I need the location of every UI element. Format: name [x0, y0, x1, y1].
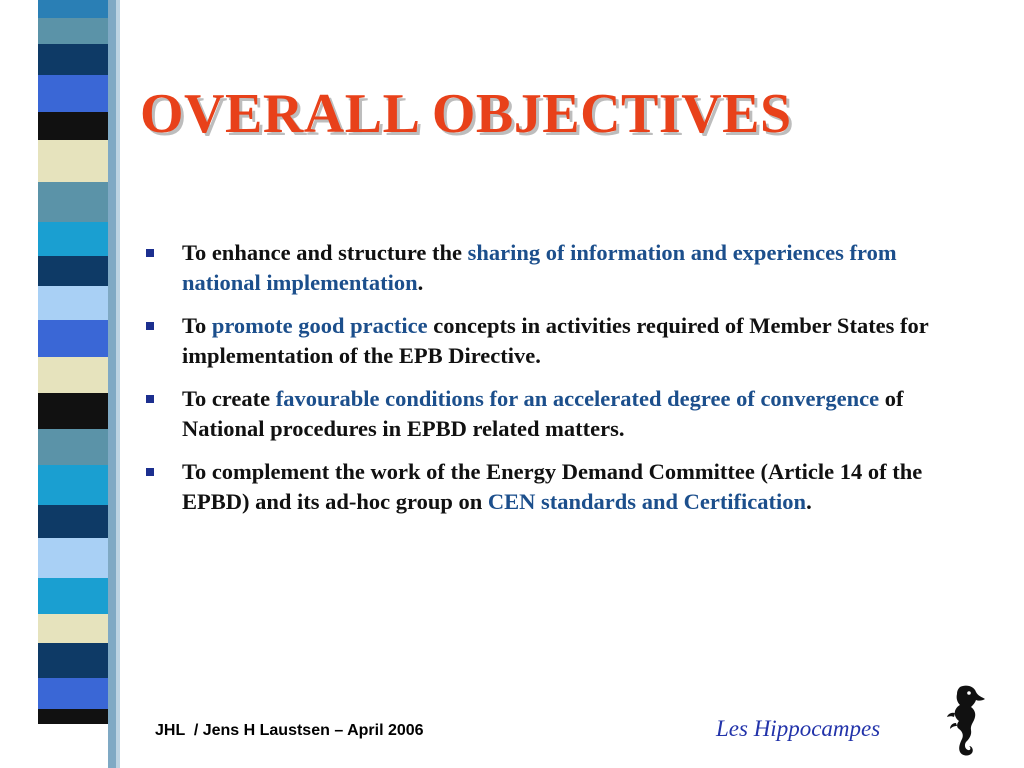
strip-block — [38, 75, 108, 112]
strip-block — [38, 709, 108, 724]
objective-item — [140, 457, 980, 517]
strip-block — [38, 678, 108, 709]
strip-block — [38, 538, 108, 578]
objective-highlight: sharing of information and experiences from national implementation — [182, 240, 897, 295]
decorative-strip-edge — [108, 0, 116, 768]
strip-block — [38, 18, 108, 44]
objective-text: . — [417, 270, 424, 295]
footer-brand: Les Hippocampes — [716, 716, 881, 741]
decorative-strip — [38, 0, 108, 768]
objective-text: . — [806, 489, 812, 514]
objective-highlight: promote good practice — [211, 313, 428, 338]
objective-text: of National procedures in EPBD related matters. — [182, 386, 904, 441]
bullet-square-icon — [146, 322, 154, 330]
strip-block — [38, 578, 108, 614]
objective-text: concepts in activities required of Member States for implementation of the EPB Directive. — [182, 313, 929, 368]
strip-block — [38, 0, 108, 18]
strip-block — [38, 643, 108, 678]
objective-highlight: CEN standards and Certification — [487, 489, 807, 514]
bullet-square-icon — [146, 249, 154, 257]
bullet-square-icon — [146, 395, 154, 403]
strip-block — [38, 357, 108, 393]
strip-block — [38, 429, 108, 465]
strip-block — [38, 320, 108, 357]
footer-author: JHL / Jens H Laustsen – April 2006 — [155, 722, 424, 739]
objective-item — [140, 238, 980, 298]
strip-block — [38, 256, 108, 286]
strip-block — [38, 393, 108, 429]
strip-block — [38, 286, 108, 320]
decorative-strip-shadow — [116, 0, 120, 768]
strip-block — [38, 614, 108, 643]
strip-block — [38, 222, 108, 256]
strip-block — [38, 505, 108, 538]
objective-text: To — [182, 313, 212, 338]
objective-text: To complement the work of the Energy Demand Committee (Article 14 of the EPBD) and its ad-hoc group on — [182, 459, 923, 514]
objective-text: To create — [182, 386, 276, 411]
objectives-list — [140, 238, 980, 530]
seahorse-icon — [938, 683, 988, 759]
slide-title: OVERALL OBJECTIVES — [140, 83, 792, 145]
strip-block — [38, 44, 108, 75]
objective-text: To enhance and structure the — [182, 240, 468, 265]
objective-item — [140, 311, 980, 371]
strip-block — [38, 140, 108, 182]
objective-highlight: favourable conditions for an accelerated degree of convergence — [275, 386, 880, 411]
bullet-square-icon — [146, 468, 154, 476]
strip-block — [38, 182, 108, 222]
strip-block — [38, 112, 108, 140]
objective-item — [140, 384, 980, 444]
strip-block — [38, 465, 108, 505]
